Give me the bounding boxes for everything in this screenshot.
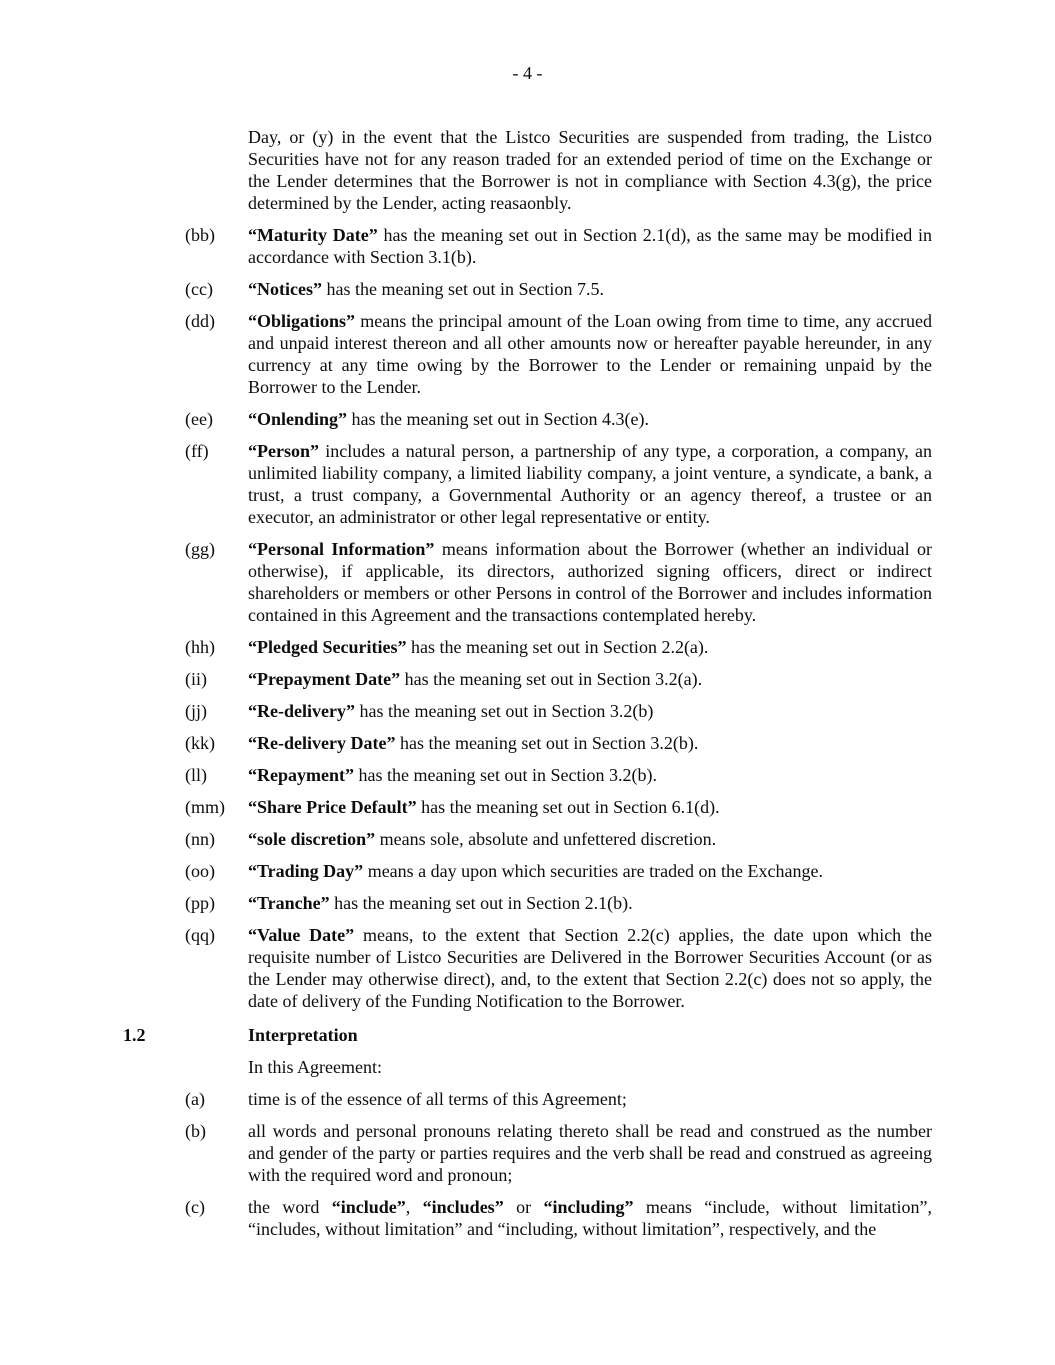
item-label: (mm) bbox=[185, 797, 225, 817]
list-item bbox=[185, 924, 932, 1012]
page-content bbox=[0, 126, 1055, 1240]
item-label: (b) bbox=[185, 1121, 206, 1141]
item-text: “Prepayment Date” has the meaning set out in Section 3.2(a). bbox=[248, 669, 703, 689]
list-item bbox=[185, 828, 932, 850]
definitions-list bbox=[0, 224, 1055, 1012]
item-text: “Value Date” means, to the extent that Section 2.2(c) applies, the date upon which the requisite number of Listco Securities are Delivered in the Borrower Securities Account (or as the Lender may otherwise direct), and, to the extent that Section 2.2(c) does not so apply, the date of delivery of the Funding Notification to the Borrower. bbox=[248, 925, 932, 1011]
list-item bbox=[185, 796, 932, 818]
list-item bbox=[185, 408, 932, 430]
item-label: (hh) bbox=[185, 637, 215, 657]
item-text: “sole discretion” means sole, absolute and unfettered discretion. bbox=[248, 829, 717, 849]
item-text: “Trading Day” means a day upon which securities are traded on the Exchange. bbox=[248, 861, 824, 881]
item-label: (kk) bbox=[185, 733, 215, 753]
item-label: (oo) bbox=[185, 861, 215, 881]
list-item bbox=[185, 1196, 932, 1240]
list-item bbox=[185, 700, 932, 722]
section-number: 1.2 bbox=[123, 1025, 146, 1045]
item-label: (ff) bbox=[185, 441, 209, 461]
list-item bbox=[185, 1120, 932, 1186]
item-label: (ee) bbox=[185, 409, 213, 429]
item-text: “Re-delivery Date” has the meaning set out in Section 3.2(b). bbox=[248, 733, 699, 753]
item-text: “Personal Information” means information about the Borrower (whether an individual or otherwise), if applicable, its directors, authorized signing officers, direct or indirect shareholders or members or other Persons in control of the Borrower and includes information contained in this Agreement and the transactions contemplated hereby. bbox=[248, 539, 932, 625]
item-text: all words and personal pronouns relating thereto shall be read and construed as the number and gender of the party or parties requires and the verb shall be read and construed as agreeing with the required word and pronoun; bbox=[248, 1121, 932, 1185]
item-text: “Share Price Default” has the meaning set out in Section 6.1(d). bbox=[248, 797, 720, 817]
continuation-paragraph: Day, or (y) in the event that the Listco Securities are suspended from trading, the Listco Securities have not for any reason traded for an extended period of time on the Exchange or the Lender determines that the Borrower is not in compliance with Section 4.3(g), the price determined by the Lender, acting reasaonbly. bbox=[248, 127, 932, 213]
item-label: (dd) bbox=[185, 311, 215, 331]
item-text: “Person” includes a natural person, a partnership of any type, a corporation, a company, an unlimited liability company, a limited liability company, a joint venture, a syndicate, a bank, a trust, a trust company, a Governmental Authority or an agency thereof, a trustee or an executor, an administrator or other legal representative or entity. bbox=[248, 441, 932, 527]
list-item bbox=[185, 636, 932, 658]
list-item bbox=[185, 1088, 932, 1110]
list-item bbox=[185, 224, 932, 268]
item-label: (gg) bbox=[185, 539, 215, 559]
list-item bbox=[185, 732, 932, 754]
list-item bbox=[185, 278, 932, 300]
list-item bbox=[185, 764, 932, 786]
item-label: (c) bbox=[185, 1197, 205, 1217]
list-item bbox=[185, 892, 932, 914]
item-label: (pp) bbox=[185, 893, 215, 913]
list-item bbox=[185, 310, 932, 398]
item-text: “Obligations” means the principal amount of the Loan owing from time to time, any accrued and unpaid interest thereon and all other amounts now or hereafter payable hereunder, in any currency at any time owing by the Borrower to the Lender or remaining unpaid by the Borrower to the Lender. bbox=[248, 311, 932, 397]
item-text: “Maturity Date” has the meaning set out in Section 2.1(d), as the same may be modified in accordance with Section 3.1(b). bbox=[248, 225, 932, 267]
item-label: (jj) bbox=[185, 701, 207, 721]
interpretation-list bbox=[0, 1088, 1055, 1240]
section-title: Interpretation bbox=[248, 1025, 358, 1045]
page-number: - 4 - bbox=[512, 63, 543, 83]
item-label: (nn) bbox=[185, 829, 215, 849]
section-lead-in: In this Agreement: bbox=[248, 1057, 382, 1077]
item-text: “Tranche” has the meaning set out in Section 2.1(b). bbox=[248, 893, 633, 913]
list-item bbox=[185, 860, 932, 882]
item-label: (ll) bbox=[185, 765, 207, 785]
item-text: “Onlending” has the meaning set out in Section 4.3(e). bbox=[248, 409, 649, 429]
item-label: (ii) bbox=[185, 669, 207, 689]
item-text: “Notices” has the meaning set out in Section 7.5. bbox=[248, 279, 604, 299]
list-item bbox=[185, 440, 932, 528]
item-label: (a) bbox=[185, 1089, 205, 1109]
item-text: “Re-delivery” has the meaning set out in Section 3.2(b) bbox=[248, 701, 654, 721]
item-text: time is of the essence of all terms of this Agreement; bbox=[248, 1089, 627, 1109]
item-label: (bb) bbox=[185, 225, 215, 245]
item-text: the word “include”, “includes” or “including” means “include, without limitation”, “includes, without limitation” and “including, without limitation”, respectively, and the bbox=[248, 1197, 932, 1239]
item-text: “Pledged Securities” has the meaning set out in Section 2.2(a). bbox=[248, 637, 709, 657]
item-label: (cc) bbox=[185, 279, 213, 299]
item-label: (qq) bbox=[185, 925, 215, 945]
item-text: “Repayment” has the meaning set out in Section 3.2(b). bbox=[248, 765, 657, 785]
list-item bbox=[185, 668, 932, 690]
section-heading bbox=[123, 1024, 932, 1046]
list-item bbox=[185, 538, 932, 626]
